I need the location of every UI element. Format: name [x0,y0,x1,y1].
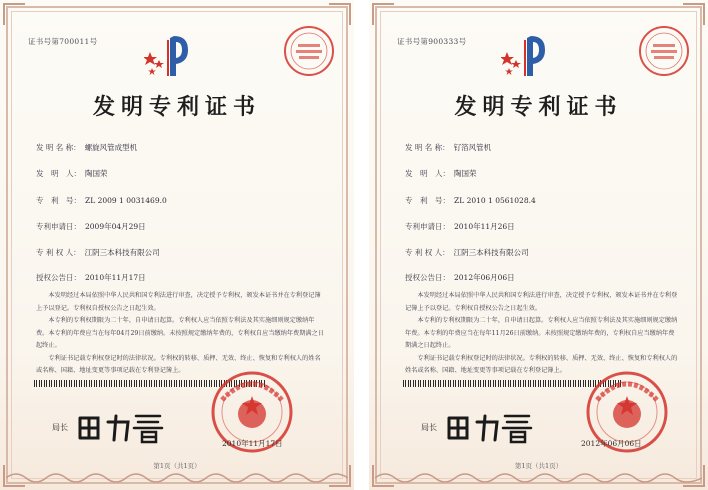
director-label: 局长 [52,422,68,432]
field-label: 专 利 号： [36,196,81,205]
field-value: 2010年11月17日 [85,273,146,282]
body-paragraph: 本发明经过本局依照中华人民共和国专利法进行审查，决定授予专利权，颁发本证书并在专利登记簿上予以登记。专利权自授权公告之日起生效。 [36,292,321,312]
field-patentee [36,247,160,258]
field-patent-number [36,195,167,206]
corner-ornament [372,3,394,25]
page-number: 第1页（共1页） [514,462,563,470]
field-value: 陶国荣 [85,169,108,178]
body-paragraph: 本发明经过本局依照中华人民共和国专利法进行审查，决定授予专利权，颁发本证书并在专利登记簿上予以登记。专利权自授权公告之日起生效。 [405,292,678,312]
field-invention-name [405,142,491,153]
page-number: 第1页（共1页） [153,462,201,470]
field-value: 江阴三本科技有限公司 [453,248,529,257]
field-value: 江阴三本科技有限公司 [84,248,160,257]
field-label: 授权公告日： [36,273,81,282]
field-label: 专 利 权 人： [405,248,450,257]
field-label: 专利申请日： [36,222,81,231]
field-label: 专利申请日： [405,222,450,231]
field-application-date [36,221,146,232]
field-label: 发 明 名 称： [405,143,450,152]
body-paragraph: 专利证书记载专利权登记时的法律状况。专利权的转移、质押、无效、终止、恢复和专利权人的姓名或名称、国籍、地址变更等事项记载在专利登记簿上。 [36,354,321,374]
field-value: 螺旋风管成型机 [84,143,138,152]
bottom-wave-ornament [6,468,348,484]
bottom-wave-ornament [375,468,702,484]
field-patent-number [405,195,536,206]
field-label: 专 利 号： [405,196,450,205]
field-label: 专 利 权 人： [36,248,81,257]
examination-seal-icon [282,24,336,78]
certificate-body-text [36,290,324,378]
field-label: 发 明 名 称： [36,143,81,152]
certificate-number: 证书号第700011号 [28,37,98,46]
corner-ornament [683,3,705,25]
field-inventor [36,168,108,179]
director-signature [76,410,166,444]
examination-seal-icon [637,24,691,78]
corner-ornament [3,3,25,25]
patent-office-emblem-icon [501,32,561,78]
director-signature-block [52,410,166,444]
patent-office-emblem-icon [144,32,204,78]
field-grant-date [36,272,146,283]
patent-certificate-right [369,0,708,490]
field-value: 陶国荣 [454,169,477,178]
field-invention-name [36,142,137,153]
field-value: ZL 2010 1 0561028.4 [454,196,536,205]
field-application-date [405,221,515,232]
director-label: 局长 [421,422,437,432]
certificate-title: 发明专利证书 [92,95,261,120]
field-inventor [405,168,477,179]
field-grant-date [405,272,515,283]
field-value: 2010年11月26日 [454,222,515,231]
body-paragraph: 本专利的专利权期限为二十年，自申请日起算。专利权人应当依照专利法及其实施细则规定缴纳年费。本专利的年费应当在每年11月26日前缴纳。未按照规定缴纳年费的，专利权自应当缴纳年费期满之日起终止。 [405,317,678,349]
field-patentee [405,247,529,258]
certificate-number: 证书号第900333号 [397,37,467,46]
field-label: 授权公告日： [405,273,450,282]
field-value: 2012年06月06日 [454,273,515,282]
corner-ornament [329,3,351,25]
field-label: 发 明 人： [36,169,81,178]
certificate-body-text [405,290,678,378]
body-paragraph: 本专利的专利权期限为二十年，自申请日起算。专利权人应当依照专利法及其实施细则规定缴纳年费。本专利的年费应当在每年04月29日前缴纳。未按照规定缴纳年费的，专利权自应当缴纳年费期满之日起终止。 [36,317,324,349]
body-paragraph: 专利证书记载专利权登记时的法律状况。专利权的转移、质押、无效、终止、恢复和专利权人的姓名或名称、国籍、地址变更等事项记载在专利登记簿上。 [405,354,678,374]
seal-date: 2012年06月06日 [581,439,642,448]
seal-date: 2010年11月17日 [222,439,283,448]
director-signature [445,410,535,444]
field-value: 钌箔风管机 [453,143,492,152]
director-signature-block [421,410,535,444]
field-value: 2009年04月29日 [85,222,146,231]
field-label: 发 明 人： [405,169,450,178]
certificate-title: 发明专利证书 [454,95,623,120]
field-value: ZL 2009 1 0031469.0 [85,196,167,205]
